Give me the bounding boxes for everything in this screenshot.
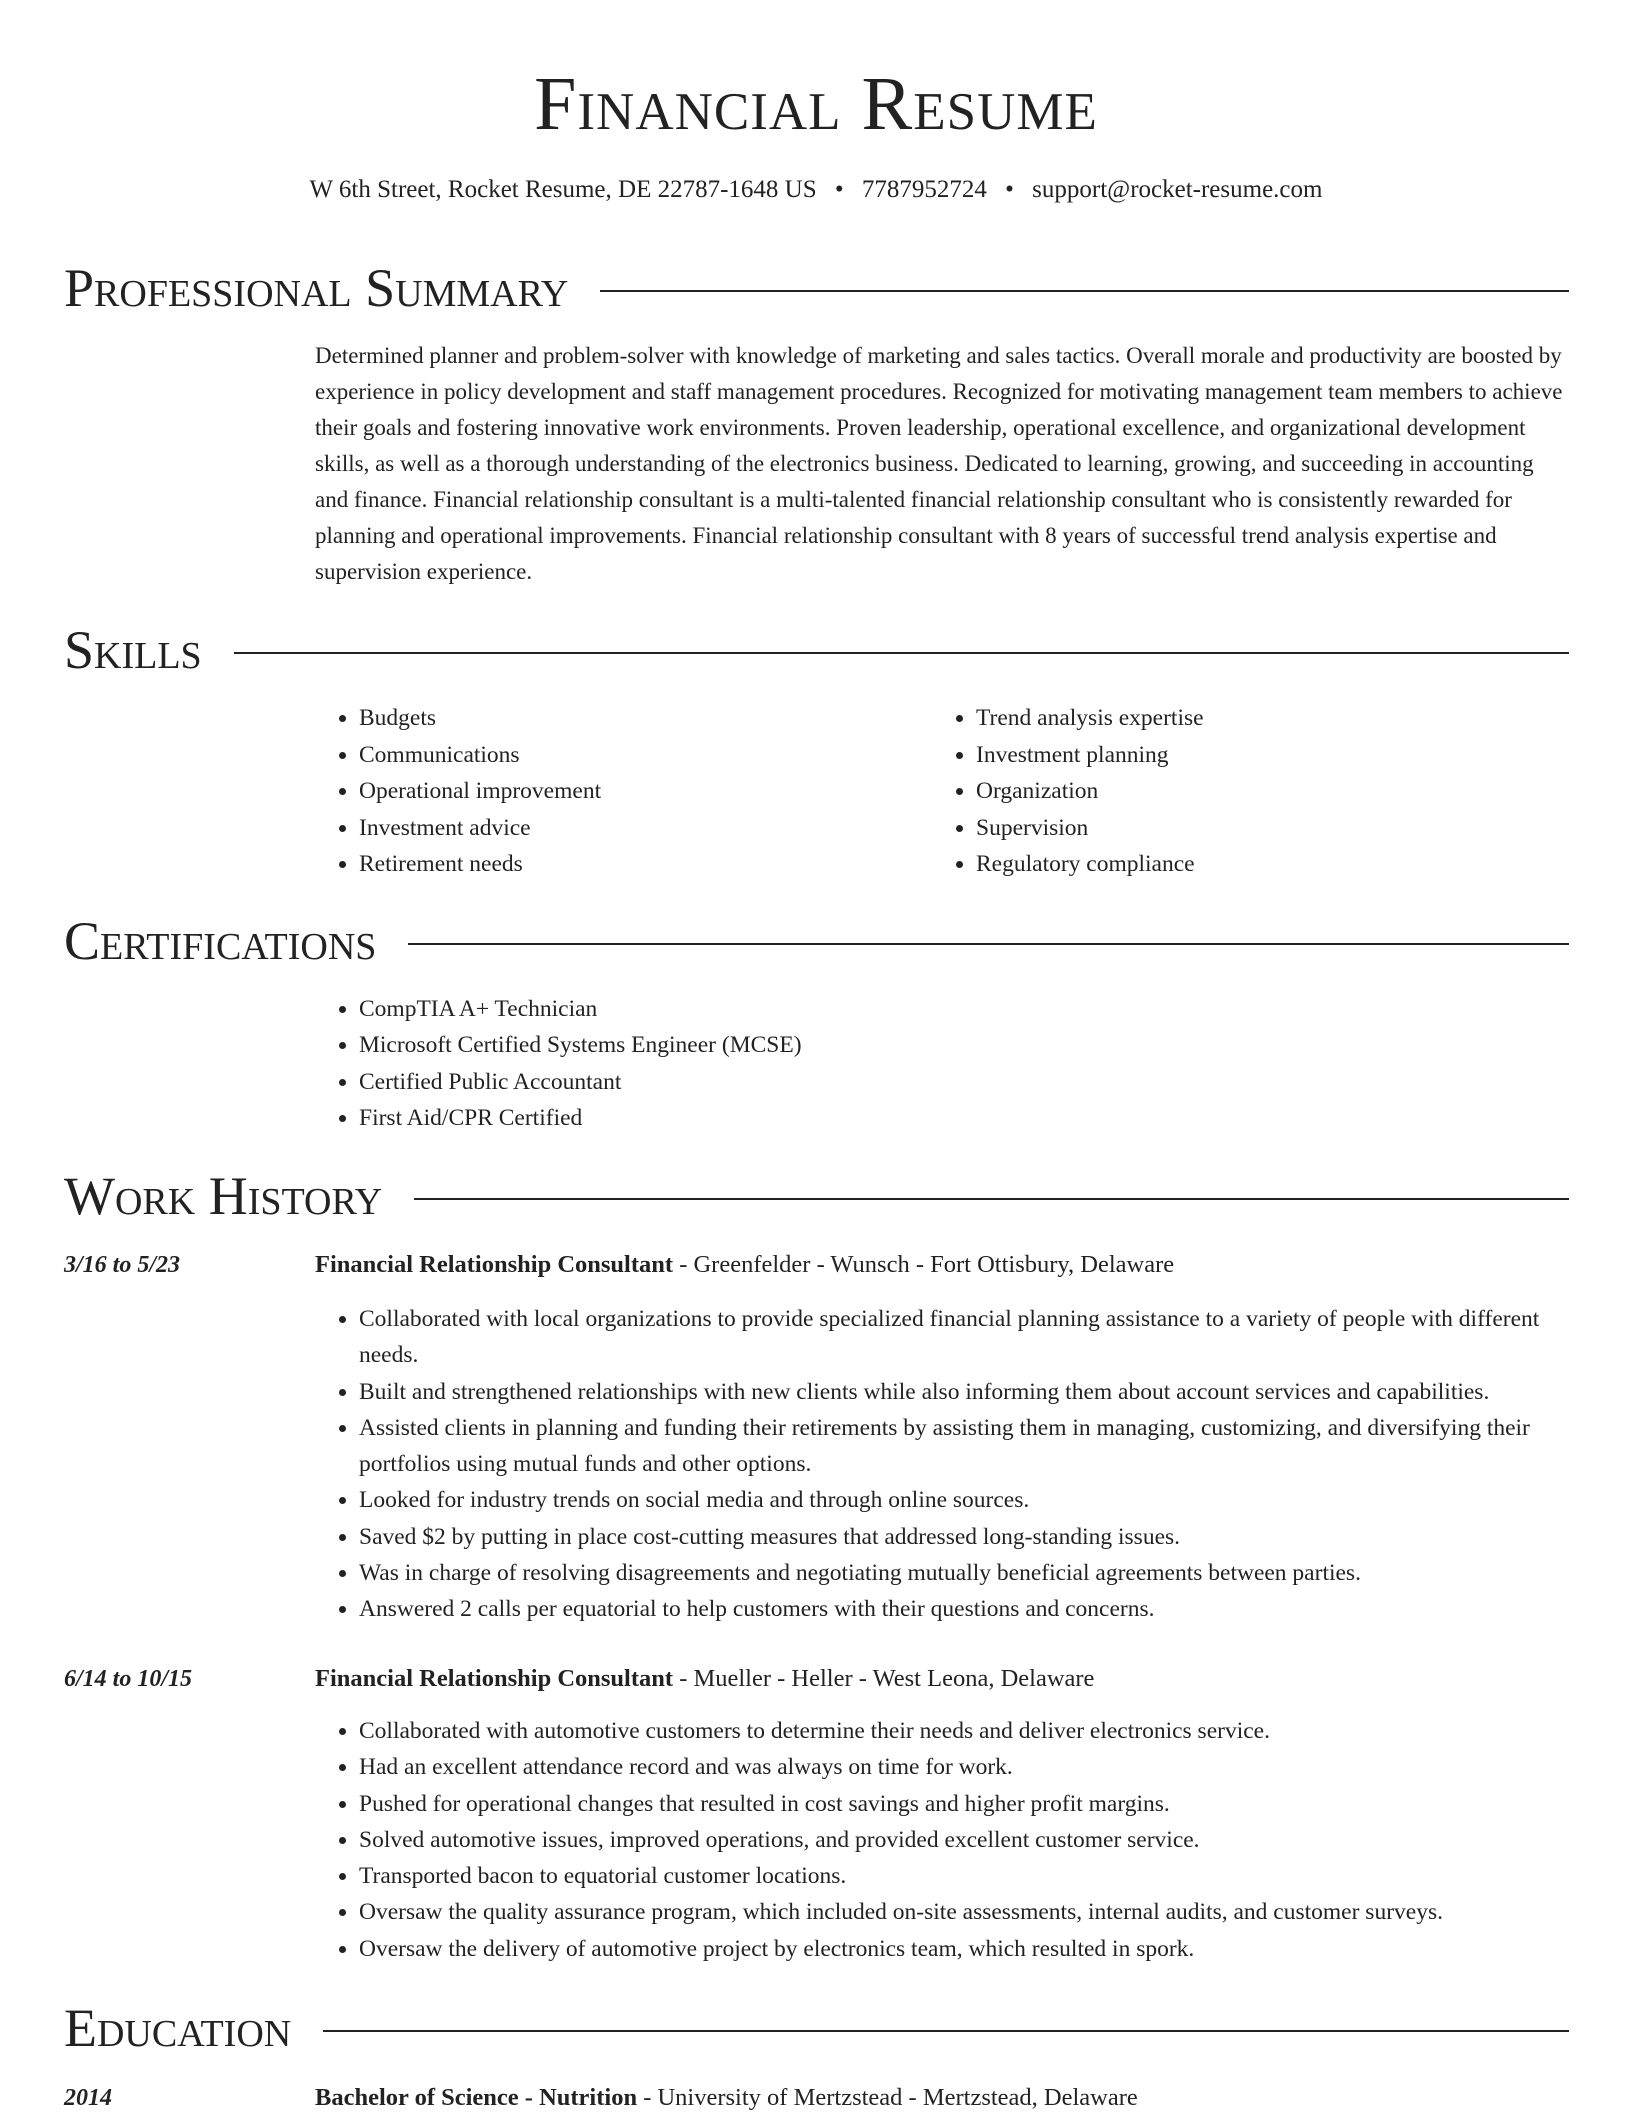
job-company: - Greenfelder - Wunsch - Fort Ottisbury, Delaware xyxy=(673,1251,1175,1278)
work-history-header xyxy=(64,1164,1569,1228)
skills-list xyxy=(315,700,1570,883)
contact-line xyxy=(0,172,1632,208)
education-header xyxy=(64,1996,1569,2060)
skill-item: • Supervision xyxy=(976,810,1549,847)
resume-name: Financial Resume xyxy=(534,62,1098,146)
job-role: Financial Relationship Consultant xyxy=(315,1665,674,1692)
contact-address: W 6th Street, Rocket Resume, DE 22787-1648 US xyxy=(309,176,817,203)
section-divider xyxy=(600,290,1569,292)
skill-item: • Trend analysis expertise xyxy=(976,700,1549,737)
education-title-line xyxy=(315,2080,1570,2116)
education-degree: Bachelor of Science - Nutrition xyxy=(315,2084,638,2111)
job-bullet: • Solved automotive issues, improved operations, and provided excellent customer service. xyxy=(359,1822,1570,1858)
job-bullet: • Oversaw the delivery of automotive project by electronics team, which resulted in spork. xyxy=(359,1931,1570,1967)
contact-phone[interactable]: 7787952724 xyxy=(861,176,987,203)
skills-column-left xyxy=(315,700,932,883)
job-bullet: • Had an excellent attendance record and was always on time for work. xyxy=(359,1749,1570,1785)
education-school: - University of Mertzstead - Mertzstead, Delaware xyxy=(637,2084,1138,2111)
section-title: Work History xyxy=(64,1166,383,1226)
skill-item: • Communications xyxy=(359,737,932,774)
skill-item: • Investment advice xyxy=(359,810,932,847)
job-company: - Mueller - Heller - West Leona, Delaware xyxy=(673,1665,1095,1692)
job-bullet: • Pushed for operational changes that resulted in cost savings and higher profit margins. xyxy=(359,1786,1570,1822)
job-bullet: • Looked for industry trends on social media and through online sources. xyxy=(359,1482,1570,1518)
job-bullet: • Collaborated with automotive customers to determine their needs and deliver electronics service. xyxy=(359,1713,1570,1749)
job-bullet: • Collaborated with local organizations to provide specialized financial planning assistance to a variety of people with different needs. xyxy=(359,1301,1570,1374)
education-year: 2014 xyxy=(64,2085,112,2111)
summary-text: Determined planner and problem-solver with knowledge of marketing and sales tactics. Overall morale and productivity are boosted by experience in policy development and staff management procedures. Recognized for motivating management team members to achieve their goals and fostering innovative work environments. Proven leadership, operational excellence, and organizational development skills, as well as a thorough understanding of the electronics business. Dedicated to learning, growing, and succeeding in accounting and finance. Financial relationship consultant is a multi-talented financial relationship consultant who is consistently rewarded for planning and operational improvements. Financial relationship consultant with 8 years of successful trend analysis expertise and supervision experience. xyxy=(315,343,1563,584)
job-bullets xyxy=(315,1713,1570,1967)
job-bullet: • Built and strengthened relationships with new clients while also informing them about account services and capabilities. xyxy=(359,1374,1570,1410)
skill-item: • Operational improvement xyxy=(359,773,932,810)
job-dates: 6/14 to 10/15 xyxy=(64,1666,193,1692)
job-bullet: • Assisted clients in planning and funding their retirements by assisting them in managing, customizing, and diversifying their portfolios using mutual funds and other options. xyxy=(359,1410,1570,1483)
skills-column-right xyxy=(932,700,1549,883)
skill-item: • Budgets xyxy=(359,700,932,737)
section-divider xyxy=(323,2030,1569,2032)
contact-email[interactable]: support@rocket-resume.com xyxy=(1032,176,1323,203)
job-title-line xyxy=(315,1247,1570,1283)
skill-item: • Retirement needs xyxy=(359,846,932,883)
section-title: Skills xyxy=(64,620,202,680)
section-divider xyxy=(234,652,1569,654)
section-title: Education xyxy=(64,1998,292,2058)
contact-separator: • xyxy=(1005,176,1014,203)
certification-item: • Certified Public Accountant xyxy=(359,1064,1570,1100)
certifications-header xyxy=(64,909,1569,973)
job-bullet: • Was in charge of resolving disagreements and negotiating mutually beneficial agreements between parties. xyxy=(359,1555,1570,1591)
job-title-line xyxy=(315,1661,1570,1697)
skill-item: • Organization xyxy=(976,773,1549,810)
certification-item: • Microsoft Certified Systems Engineer (MCSE) xyxy=(359,1027,1570,1063)
job-bullet: • Answered 2 calls per equatorial to help customers with their questions and concerns. xyxy=(359,1591,1570,1627)
skill-item: • Regulatory compliance xyxy=(976,846,1549,883)
job-dates: 3/16 to 5/23 xyxy=(64,1252,181,1278)
certification-item: • CompTIA A+ Technician xyxy=(359,991,1570,1027)
certification-item: • First Aid/CPR Certified xyxy=(359,1100,1570,1136)
certifications-list xyxy=(315,991,1570,1136)
job-role: Financial Relationship Consultant xyxy=(315,1251,674,1278)
section-divider xyxy=(414,1198,1569,1200)
job-bullet: • Oversaw the quality assurance program, which included on-site assessments, internal audits, and customer surveys. xyxy=(359,1894,1570,1930)
section-title: Professional Summary xyxy=(64,258,569,318)
contact-separator: • xyxy=(834,176,844,203)
skill-item: • Investment planning xyxy=(976,737,1549,774)
skills-header xyxy=(64,618,1569,682)
summary-header xyxy=(64,256,1569,320)
section-title: Certifications xyxy=(64,911,377,971)
job-bullet: • Transported bacon to equatorial customer locations. xyxy=(359,1858,1570,1894)
job-bullets xyxy=(315,1301,1570,1628)
section-divider xyxy=(408,943,1569,945)
job-bullet: • Saved $2 by putting in place cost-cutting measures that addressed long-standing issues. xyxy=(359,1519,1570,1555)
